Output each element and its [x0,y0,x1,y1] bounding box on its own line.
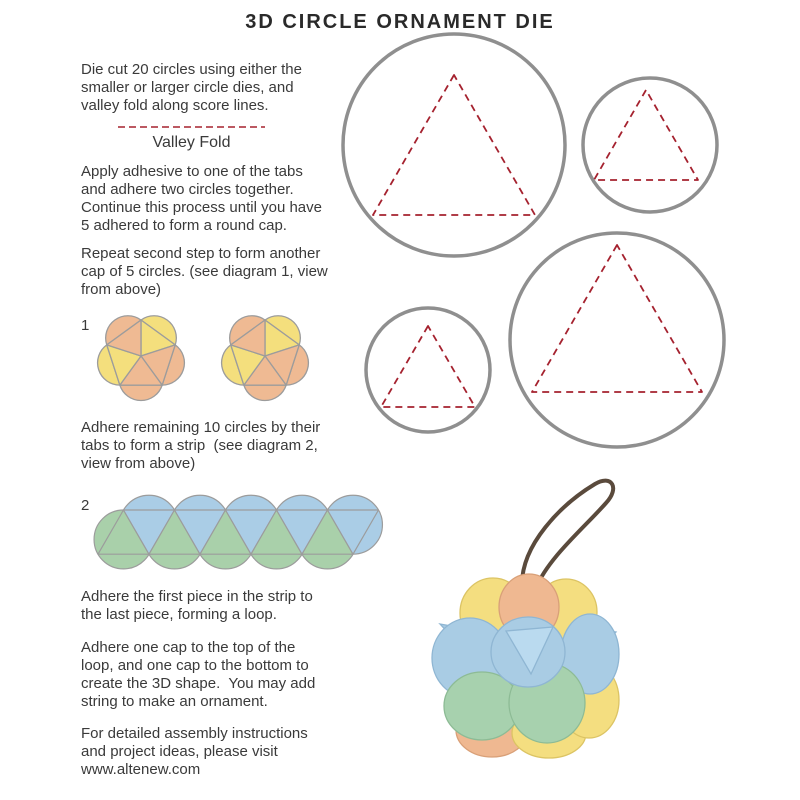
text-line: Repeat second step to form another [81,245,321,262]
die-large-bottom [510,233,724,447]
text-line: Adhere one cap to the top of the [81,639,296,656]
text-line: and adhere two circles together. [81,181,294,198]
diagram-1-cap-left [98,316,185,401]
die-small-top [583,78,717,212]
diagram-1-cap-right [222,316,309,401]
text-line: cap of 5 circles. (see diagram 1, view [81,263,328,280]
text-line: Apply adhesive to one of the tabs [81,163,303,180]
text-line: Die cut 20 circles using either the [81,61,302,78]
text-line: 5 adhered to form a round cap. [81,217,287,234]
page-title: 3D CIRCLE ORNAMENT DIE [245,11,555,33]
step-second-cap [81,245,328,299]
step-attach-caps [81,639,315,711]
step-die-cut [81,61,302,115]
score-triangle [532,245,702,392]
text-line: Continue this process until you have [81,199,322,216]
score-triangle [381,326,475,407]
step-strip [81,419,320,473]
text-line: string to make an ornament. [81,693,268,710]
cap-circle-flap [244,385,286,400]
text-line: create the 3D shape. You may add [81,675,316,692]
cap-circle-flap [120,385,162,400]
score-triangle [594,90,698,180]
die-large-top [343,34,565,256]
more-info [81,725,308,779]
diagram-2-strip [94,495,382,569]
website-url: www.altenew.com [81,761,201,778]
valley-fold-legend-label: Valley Fold [152,134,231,151]
step-adhere-cap [81,163,322,235]
text-line: valley fold along score lines. [81,97,269,114]
diagram-1-label: 1 [81,317,90,334]
text-line: view from above) [81,455,196,472]
die-circle-outline [343,34,565,256]
text-line: and project ideas, please visit [81,743,278,760]
text-line: from above) [81,281,162,298]
text-line: smaller or larger circle dies, and [81,79,294,96]
step-loop [81,588,313,624]
text-line: For detailed assembly instructions [81,725,308,742]
diagram-2-label: 2 [81,497,90,514]
text-line: Adhere the first piece in the strip to [81,588,313,605]
die-circle-outline [510,233,724,447]
text-line: Adhere remaining 10 circles by their [81,419,321,436]
die-small-bottom [366,308,490,432]
text-line: tabs to form a strip (see diagram 2, [81,437,318,454]
ornament-illustration [432,481,619,758]
hanging-string [522,481,613,588]
score-triangle [373,75,535,215]
text-line: loop, and one cap to the bottom to [81,657,309,674]
text-line: the last piece, forming a loop. [81,606,277,623]
